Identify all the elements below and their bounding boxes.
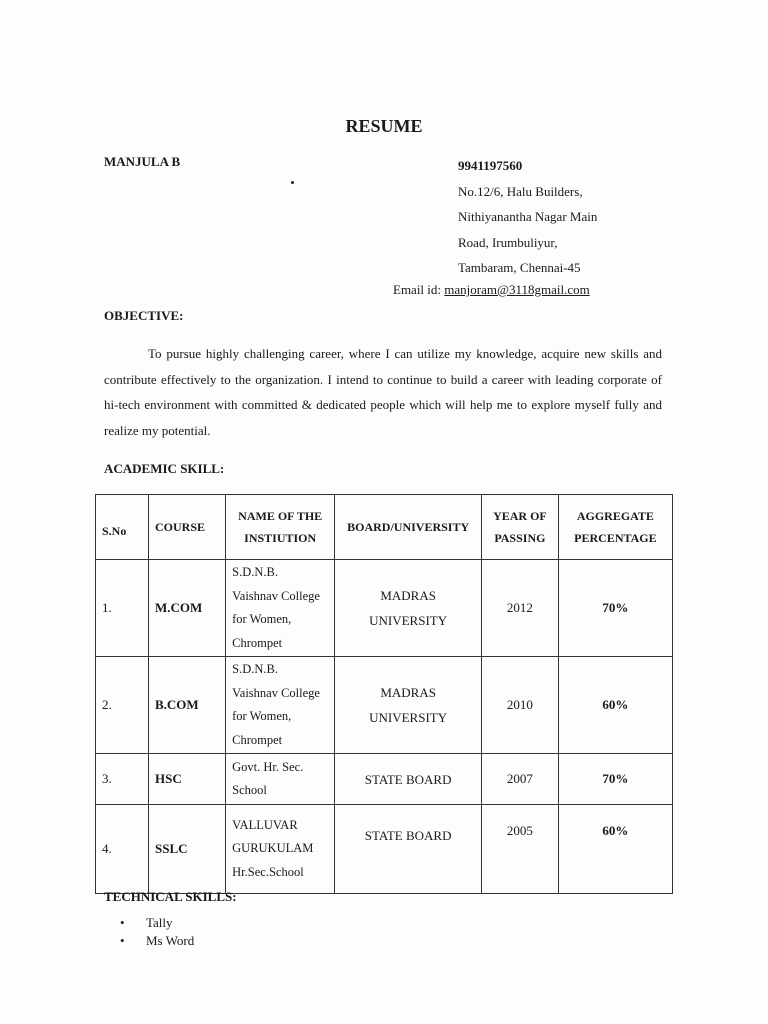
institution-line: Hr.Sec.School <box>232 864 304 879</box>
table-row <box>96 560 673 657</box>
cell-board <box>335 657 482 754</box>
resume-title: RESUME <box>345 116 423 136</box>
header-institution-line: NAME OF THE <box>238 509 323 523</box>
institution-line: Vaishnav College <box>232 588 320 603</box>
cell-sno: 4. <box>96 805 149 894</box>
institution-line: S.D.N.B. <box>232 662 278 676</box>
header-aggregate-line: AGGREGATE <box>576 509 654 523</box>
institution-line: Chrompet <box>232 732 283 747</box>
address-line: Nithiyanantha Nagar Main <box>458 209 598 225</box>
header-board: BOARD/UNIVERSITY <box>335 495 482 560</box>
header-year-line: YEAR OF <box>493 509 547 523</box>
academic-table <box>95 494 673 894</box>
institution-line: for Women, <box>232 612 292 626</box>
phone-number: 9941197560 <box>458 158 523 173</box>
table-row <box>96 754 673 805</box>
academic-heading: ACADEMIC SKILL: <box>104 461 225 476</box>
header-sno: S.No <box>96 495 149 560</box>
board-line: UNIVERSITY <box>369 710 448 725</box>
cell-course: SSLC <box>149 805 226 894</box>
institution-line: GURUKULAM <box>232 841 314 856</box>
cell-institution <box>226 560 335 657</box>
cell-aggregate: 60% <box>558 805 672 894</box>
skill-label: Tally <box>146 915 173 930</box>
institution-line: S.D.N.B. <box>232 565 278 579</box>
header-year <box>482 495 559 560</box>
email-address[interactable]: manjoram@3118gmail.com <box>444 282 590 297</box>
cell-course: B.COM <box>149 657 226 754</box>
header-year-line: PASSING <box>494 531 546 545</box>
cell-board <box>335 754 482 805</box>
technical-skills-list <box>120 914 194 950</box>
header-aggregate-line: PERCENTAGE <box>574 531 657 545</box>
list-item <box>120 914 194 932</box>
stray-dot-mark <box>291 181 294 184</box>
bullet-icon: • <box>120 933 125 948</box>
cell-board <box>335 805 482 894</box>
institution-line: for Women, <box>232 709 292 723</box>
contact-block <box>458 153 597 281</box>
institution-line: Govt. Hr. Sec. <box>232 759 304 774</box>
cell-aggregate: 70% <box>558 560 672 657</box>
candidate-name: MANJULA B <box>104 154 181 169</box>
board-line: MADRAS <box>380 588 436 603</box>
address-line: No.12/6, Halu Builders, <box>458 183 583 199</box>
table-row <box>96 805 673 894</box>
cell-aggregate: 70% <box>558 754 672 805</box>
institution-line: VALLUVAR <box>232 817 298 832</box>
cell-sno: 2. <box>96 657 149 754</box>
cell-sno: 1. <box>96 560 149 657</box>
cell-year: 2007 <box>482 754 559 805</box>
cell-year: 2010 <box>482 657 559 754</box>
technical-heading: TECHNICAL SKILLS: <box>104 889 237 904</box>
cell-year: 2012 <box>482 560 559 657</box>
bullet-icon: • <box>120 915 125 930</box>
cell-aggregate: 60% <box>558 657 672 754</box>
email-label: Email id: <box>393 282 445 297</box>
cell-board <box>335 560 482 657</box>
table-header-row <box>96 495 673 560</box>
board-line: MADRAS <box>380 685 436 700</box>
address-line: Road, Irumbuliyur, <box>458 234 558 250</box>
skill-label: Ms Word <box>146 933 195 948</box>
header-institution <box>226 495 335 560</box>
cell-institution <box>226 754 335 805</box>
header-institution-line: INSTIUTION <box>244 531 317 545</box>
board-line: STATE BOARD <box>364 828 452 843</box>
header-aggregate <box>558 495 672 560</box>
table-row <box>96 657 673 754</box>
institution-line: Chrompet <box>232 635 283 650</box>
cell-year: 2005 <box>482 805 559 894</box>
email-line <box>393 282 590 298</box>
cell-course: M.COM <box>149 560 226 657</box>
address-line: Tambaram, Chennai-45 <box>458 260 581 276</box>
objective-heading: OBJECTIVE: <box>104 308 184 323</box>
cell-course: HSC <box>149 754 226 805</box>
board-line: STATE BOARD <box>364 771 452 787</box>
cell-institution <box>226 657 335 754</box>
header-course: COURSE <box>149 495 226 560</box>
objective-paragraph: To pursue highly challenging career, where I can utilize my knowledge, acquire new skills and contribute effectively to the organization. I intend to continue to build a career with leading corporate of hi-tech environment with committed & dedicated people which will help me to explore myself fully and realize my potential. <box>104 346 662 438</box>
board-line: UNIVERSITY <box>369 613 448 628</box>
cell-sno: 3. <box>96 754 149 805</box>
cell-institution <box>226 805 335 894</box>
list-item <box>120 932 194 950</box>
institution-line: School <box>232 783 267 797</box>
institution-line: Vaishnav College <box>232 685 320 700</box>
